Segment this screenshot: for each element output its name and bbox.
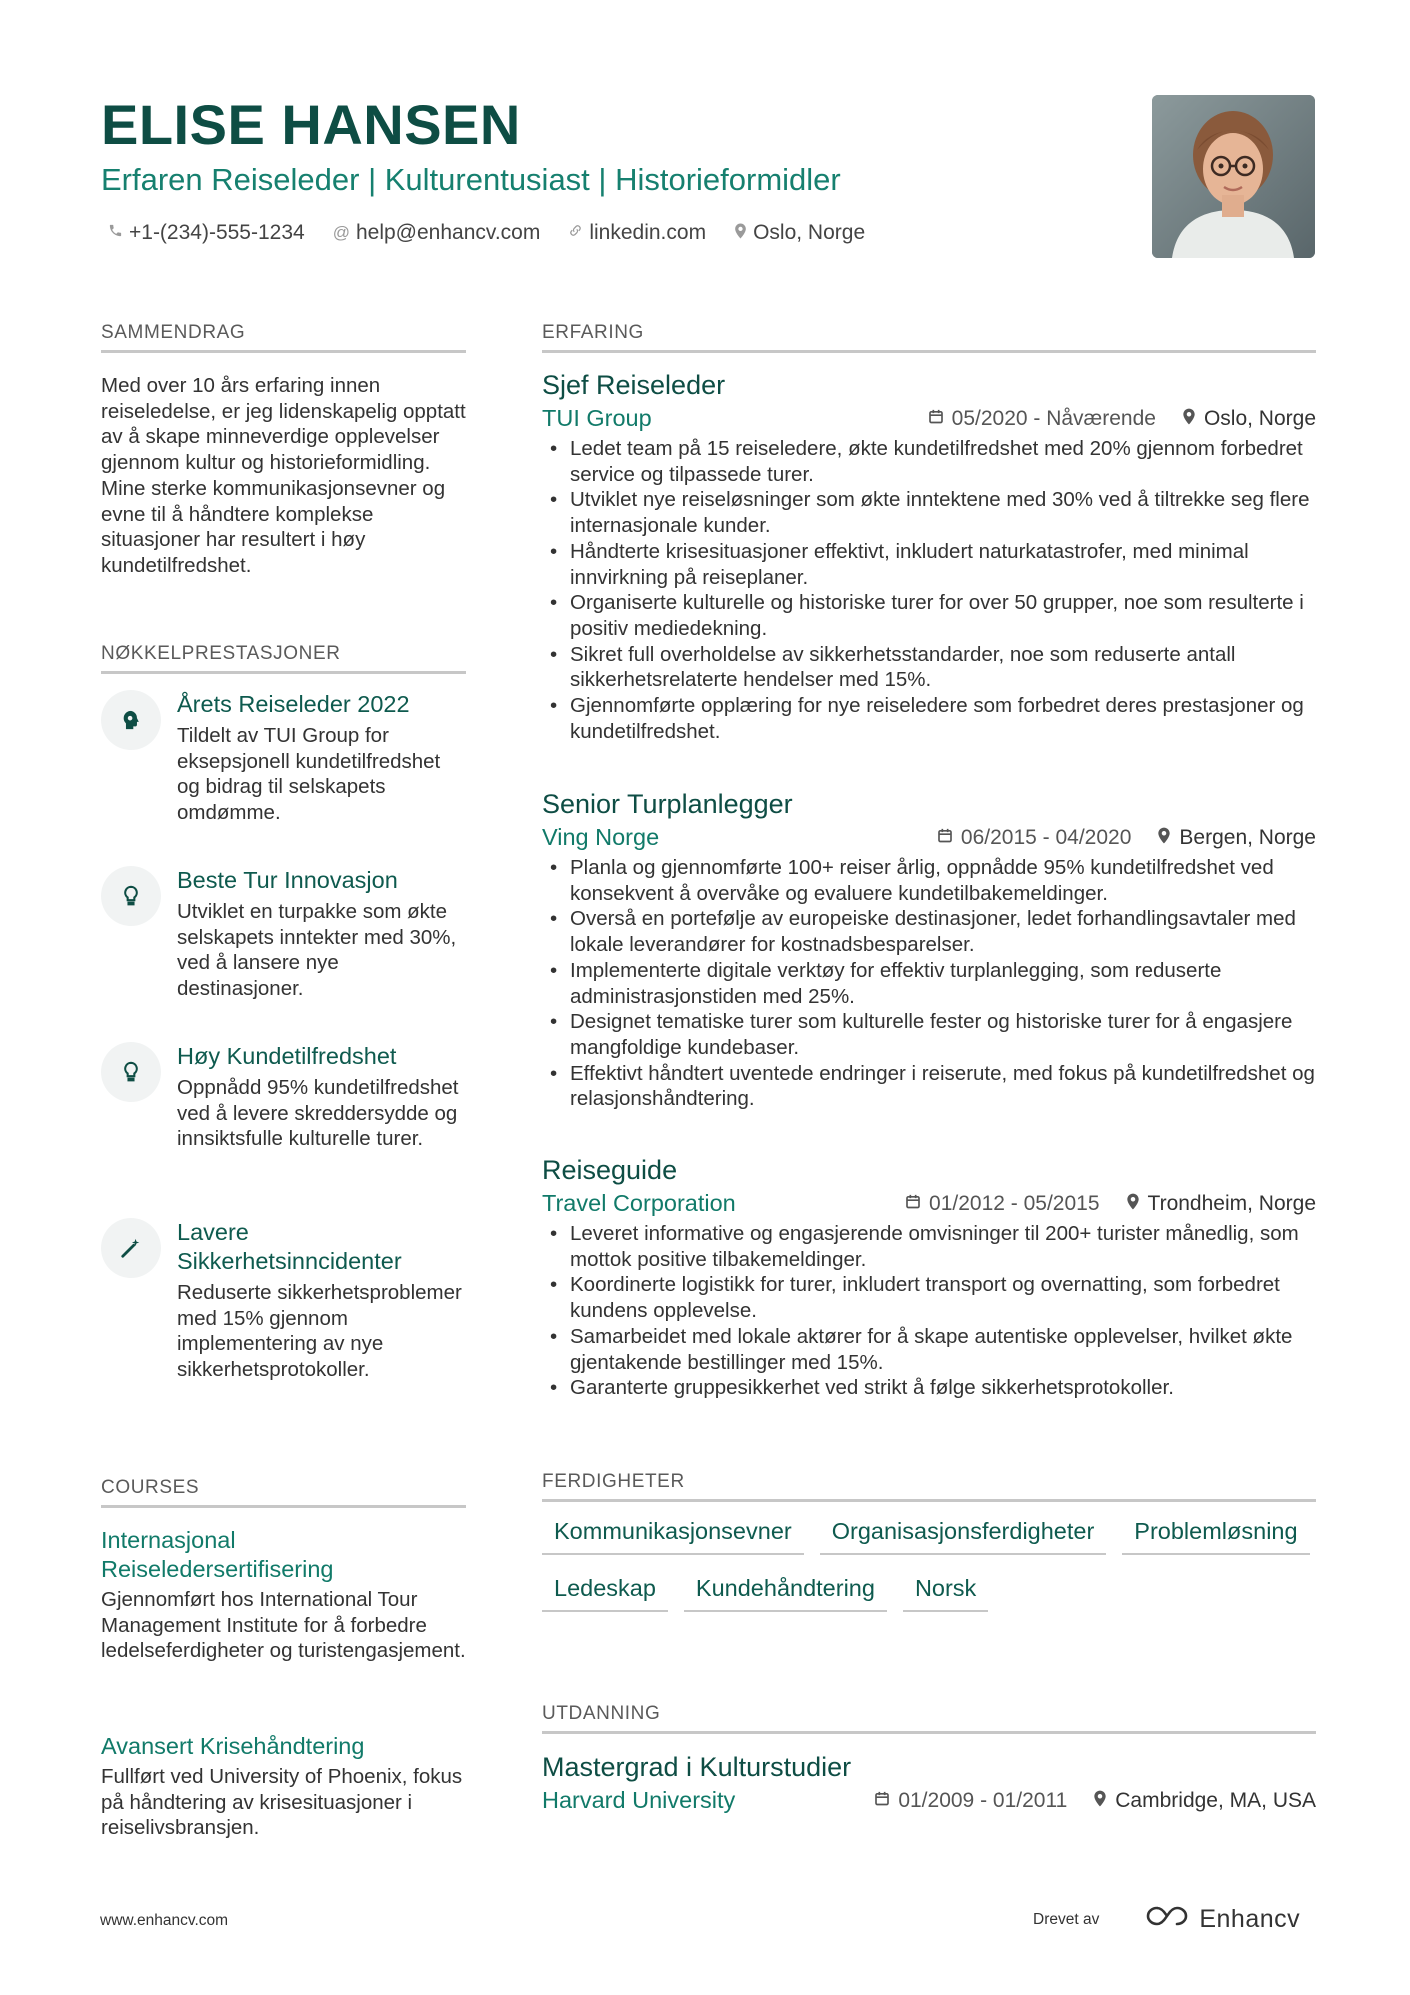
- enhancv-logo-icon: [1143, 1904, 1191, 1935]
- job-bullet: • Koordinerte logistikk for turer, inkludert transport og overnatting, som forbedret kundens opplevelse.: [542, 1272, 1316, 1323]
- contact-location: [734, 221, 865, 245]
- job-bullet: • Leveret informative og engasjerende omvisninger til 200+ turister månedlig, som mottok positive tilbakemeldinger.: [542, 1221, 1316, 1272]
- job-bullet: • Effektivt håndtert uventede endringer i reiserute, med fokus på kundetilfredshet og relasjonshåndtering.: [542, 1061, 1316, 1112]
- course-item: [101, 1732, 466, 1841]
- powered-by-label: Drevet av: [1033, 1910, 1100, 1928]
- skill-tag: Kundehåndtering: [684, 1575, 887, 1612]
- job-bullet: • Garanterte gruppesikkerhet ved strikt å følge sikkerhetsprotokoller.: [542, 1375, 1316, 1401]
- job-title: Reiseguide: [542, 1155, 678, 1185]
- education-dates: 01/2009 - 01/2011: [898, 1788, 1068, 1812]
- education-entry: [542, 1751, 1316, 1814]
- job-bullet: • Sikret full overholdelse av sikkerhetsstandarder, noe som reduserte antall sikkerhetsrelaterte hendelser med 15%.: [542, 642, 1316, 693]
- education-section-title: UTDANNING: [542, 1703, 1316, 1734]
- job-location: Trondheim, Norge: [1147, 1191, 1316, 1215]
- job-entry: [542, 369, 1316, 744]
- head-gear-icon: [101, 690, 161, 750]
- candidate-headline: Erfaren Reiseleder | Kulturentusiast | Historieformidler: [101, 162, 841, 197]
- job-bullet: • Gjennomførte opplæring for nye reiseledere som forbedret deres prestasjoner og kundetilfredshet.: [542, 693, 1316, 744]
- skills-list: [542, 1518, 1316, 1612]
- course-title: Avansert Krisehåndtering: [101, 1733, 365, 1759]
- achievement-desc: Oppnådd 95% kundetilfredshet ved å levere skreddersydde og innsiktsfulle kulturelle turer.: [177, 1076, 459, 1151]
- education-degree: Mastergrad i Kulturstudier: [542, 1752, 852, 1782]
- achievement-item: [101, 1042, 466, 1152]
- skill-tag: Kommunikasjonsevner: [542, 1518, 804, 1555]
- calendar-icon: [928, 408, 944, 430]
- skill-tag: Norsk: [903, 1575, 988, 1612]
- job-bullet: • Utviklet nye reiseløsninger som økte inntektene med 30% ved å tiltrekke seg flere internasjonale kunder.: [542, 487, 1316, 538]
- achievement-item: [101, 1218, 466, 1383]
- job-dates: 01/2012 - 05/2015: [929, 1191, 1100, 1215]
- contact-row: [108, 221, 865, 245]
- achievement-title: Lavere Sikkerhetsinncidenter: [177, 1219, 402, 1274]
- contact-phone-text: +1-(234)-555-1234: [129, 221, 305, 244]
- achievement-item: [101, 866, 466, 1002]
- job-entry: [542, 788, 1316, 1112]
- course-title: Internasjonal Reiseledersertifisering: [101, 1527, 334, 1582]
- job-bullet: • Organiserte kulturelle og historiske turer for over 50 grupper, noe som resulterte i positiv mediedekning.: [542, 590, 1316, 641]
- location-icon: [1126, 1193, 1140, 1215]
- enhancv-logo-text: Enhancv: [1199, 1905, 1301, 1933]
- course-desc: Fullført ved University of Phoenix, fokus på håndtering av krisesituasjoner i reiselivsbransjen.: [101, 1765, 463, 1840]
- skill-tag: Problemløsning: [1122, 1518, 1309, 1555]
- achievements-section-title: NØKKELPRESTASJONER: [101, 643, 466, 674]
- job-location: Oslo, Norge: [1203, 406, 1316, 430]
- calendar-icon: [874, 1790, 890, 1812]
- footer-brand: [1033, 1904, 1300, 1935]
- skill-tag: Organisasjonsferdigheter: [820, 1518, 1107, 1555]
- contact-linkedin[interactable]: [568, 221, 706, 245]
- job-bullet: • Håndterte krisesituasjoner effektivt, inkludert naturkatastrofer, med minimal innvirkning på reiseplaner.: [542, 539, 1316, 590]
- education-school: Harvard University: [542, 1787, 736, 1813]
- achievement-desc: Reduserte sikkerhetsproblemer med 15% gjennom implementering av nye sikkerhetsprotokoller.: [177, 1281, 462, 1382]
- achievement-title: Høy Kundetilfredshet: [177, 1043, 397, 1069]
- job-entry: [542, 1154, 1316, 1401]
- calendar-icon: [937, 827, 953, 849]
- lightbulb-icon: [101, 1042, 161, 1102]
- job-bullet: • Overså en portefølje av europeiske destinasjoner, ledet forhandlingsavtaler med lokale leverandører for kostnadsbesparelser.: [542, 906, 1316, 957]
- achievement-title: Beste Tur Innovasjon: [177, 867, 398, 893]
- summary-section-title: SAMMENDRAG: [101, 322, 466, 353]
- link-icon: [568, 223, 583, 243]
- enhancv-logo[interactable]: [1143, 1904, 1300, 1935]
- job-bullet: • Planla og gjennomførte 100+ reiser årlig, oppnådde 95% kundetilfredshet ved konsekvent å overvåke og evaluere kundetilbakemeldinger.: [542, 855, 1316, 906]
- job-title: Sjef Reiseleder: [542, 370, 726, 400]
- job-company: TUI Group: [542, 405, 652, 431]
- location-icon: [1182, 408, 1196, 430]
- location-icon: [1093, 1790, 1107, 1812]
- contact-phone[interactable]: [108, 221, 305, 245]
- skills-section-title: FERDIGHETER: [542, 1471, 1316, 1502]
- lightbulb-icon: [101, 866, 161, 926]
- job-bullet: • Samarbeidet med lokale aktører for å skape autentiske opplevelser, hvilket økte gjentakende bestillinger med 15%.: [542, 1324, 1316, 1375]
- footer-url[interactable]: www.enhancv.com: [100, 1912, 229, 1929]
- profile-photo: [1152, 95, 1315, 258]
- job-title: Senior Turplanlegger: [542, 789, 793, 819]
- magic-wand-icon: [101, 1218, 161, 1278]
- job-company: Travel Corporation: [542, 1190, 736, 1216]
- contact-email-text: help@enhancv.com: [355, 221, 541, 244]
- contact-location-text: Oslo, Norge: [753, 221, 866, 244]
- at-icon: @: [332, 223, 350, 242]
- job-company: Ving Norge: [542, 824, 660, 850]
- experience-section-title: ERFARING: [542, 322, 1316, 353]
- courses-section-title: COURSES: [101, 1477, 466, 1508]
- achievement-desc: Tildelt av TUI Group for eksepsjonell kundetilfredshet og bidrag til selskapets omdømme.: [177, 724, 441, 825]
- job-dates: 05/2020 - Nåværende: [951, 406, 1156, 430]
- skill-tag: Ledeskap: [542, 1575, 668, 1612]
- contact-email[interactable]: [333, 221, 541, 245]
- candidate-name: ELISE HANSEN: [101, 93, 521, 156]
- education-location: Cambridge, MA, USA: [1115, 1788, 1316, 1812]
- achievement-title: Årets Reiseleder 2022: [177, 691, 410, 717]
- job-bullet: • Designet tematiske turer som kulturelle fester og historiske turer for å engasjere mangfoldige kundebaser.: [542, 1009, 1316, 1060]
- job-bullets: [542, 436, 1316, 744]
- location-icon: [734, 223, 747, 244]
- phone-icon: [108, 223, 123, 243]
- job-bullets: [542, 855, 1316, 1112]
- achievement-item: [101, 690, 466, 826]
- contact-linkedin-text: linkedin.com: [589, 221, 707, 244]
- job-location: Bergen, Norge: [1179, 825, 1316, 849]
- achievement-desc: Utviklet en turpakke som økte selskapets inntekter med 30%, ved å lansere nye destinasjoner.: [177, 900, 457, 1001]
- course-desc: Gjennomført hos International Tour Management Institute for å forbedre ledelseferdigheter og turistengasjement.: [101, 1588, 466, 1663]
- summary-text: Med over 10 års erfaring innen reiseledelse, er jeg lidenskapelig opptatt av å skape minneverdige opplevelser gjennom kultur og historieformidling. Mine sterke kommunikasjonsevner og evne til å håndtere komplekse situasjoner har resultert i høy kundetilfredshet.: [101, 374, 466, 577]
- job-bullets: [542, 1221, 1316, 1401]
- job-dates: 06/2015 - 04/2020: [960, 825, 1132, 849]
- job-bullet: • Implementerte digitale verktøy for effektiv turplanlegging, som reduserte administrasjonstiden med 25%.: [542, 958, 1316, 1009]
- calendar-icon: [905, 1193, 921, 1215]
- location-icon: [1157, 827, 1171, 849]
- course-item: [101, 1526, 466, 1664]
- job-bullet: • Ledet team på 15 reiseledere, økte kundetilfredshet med 20% gjennom forbedret service og tilpassede turer.: [542, 436, 1316, 487]
